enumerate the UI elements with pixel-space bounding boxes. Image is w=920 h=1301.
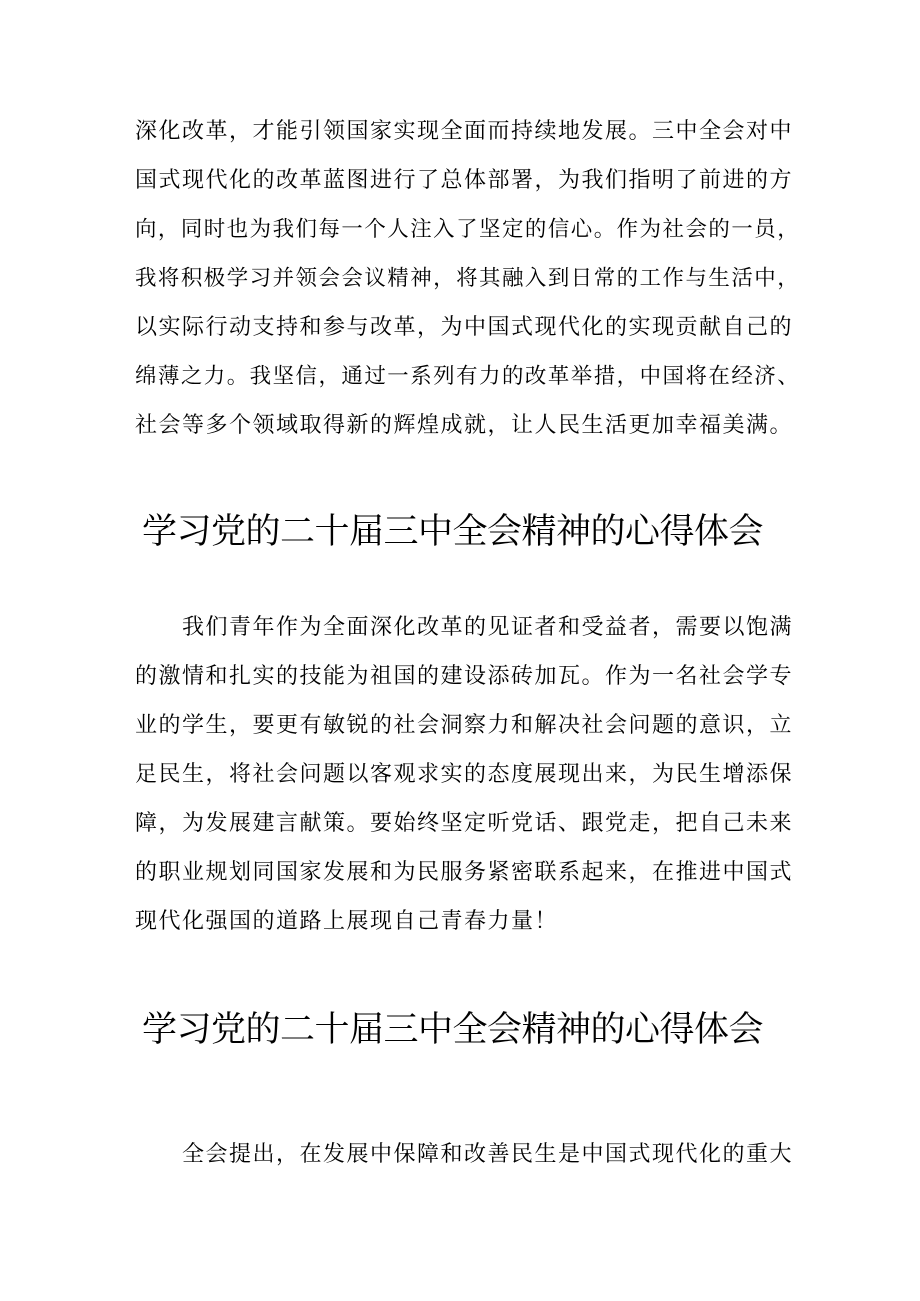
paragraph-line: 全会提出，在发展中保障和改善民生是中国式现代化的重大 [135, 1142, 794, 1167]
paragraph-line: 向，同时也为我们每一个人注入了坚定的信心。作为社会的一员， [135, 217, 801, 242]
body-paragraph [135, 107, 800, 450]
paragraph-line: 以实际行动支持和参与改革，为中国式现代化的实现贡献自己的 [135, 315, 794, 340]
body-paragraph [135, 1130, 800, 1179]
paragraph-line: 社会等多个领域取得新的辉煌成就，让人民生活更加幸福美满。 [135, 413, 794, 438]
paragraph-line: 绵薄之力。我坚信，通过一系列有力的改革举措，中国将在经济、 [135, 364, 801, 389]
paragraph-line: 障，为发展建言献策。要始终坚定听党话、跟党走，把自己未来 [135, 811, 794, 836]
paragraph-line: 深化改革，才能引领国家实现全面而持续地发展。三中全会对中 [135, 119, 794, 144]
paragraph-line: 我将积极学习并领会会议精神，将其融入到日常的工作与生活中， [135, 266, 801, 291]
paragraph-line: 足民生，将社会问题以客观求实的态度展现出来，为民生增添保 [135, 762, 794, 787]
paragraph-line: 现代化强国的道路上展现自己青春力量！ [135, 909, 559, 934]
paragraph-line: 的激情和扎实的技能为祖国的建设添砖加瓦。作为一名社会学专 [135, 664, 794, 689]
section-heading: 学习党的二十届三中全会精神的心得体会 [142, 1010, 764, 1050]
paragraph-line: 我们青年作为全面深化改革的见证者和受益者，需要以饱满 [135, 615, 794, 640]
paragraph-line: 业的学生，要更有敏锐的社会洞察力和解决社会问题的意识，立 [135, 713, 794, 738]
body-paragraph [135, 603, 800, 946]
section-heading: 学习党的二十届三中全会精神的心得体会 [142, 512, 764, 552]
paragraph-line: 国式现代化的改革蓝图进行了总体部署，为我们指明了前进的方 [135, 168, 794, 193]
paragraph-line: 的职业规划同国家发展和为民服务紧密联系起来，在推进中国式 [135, 860, 794, 885]
